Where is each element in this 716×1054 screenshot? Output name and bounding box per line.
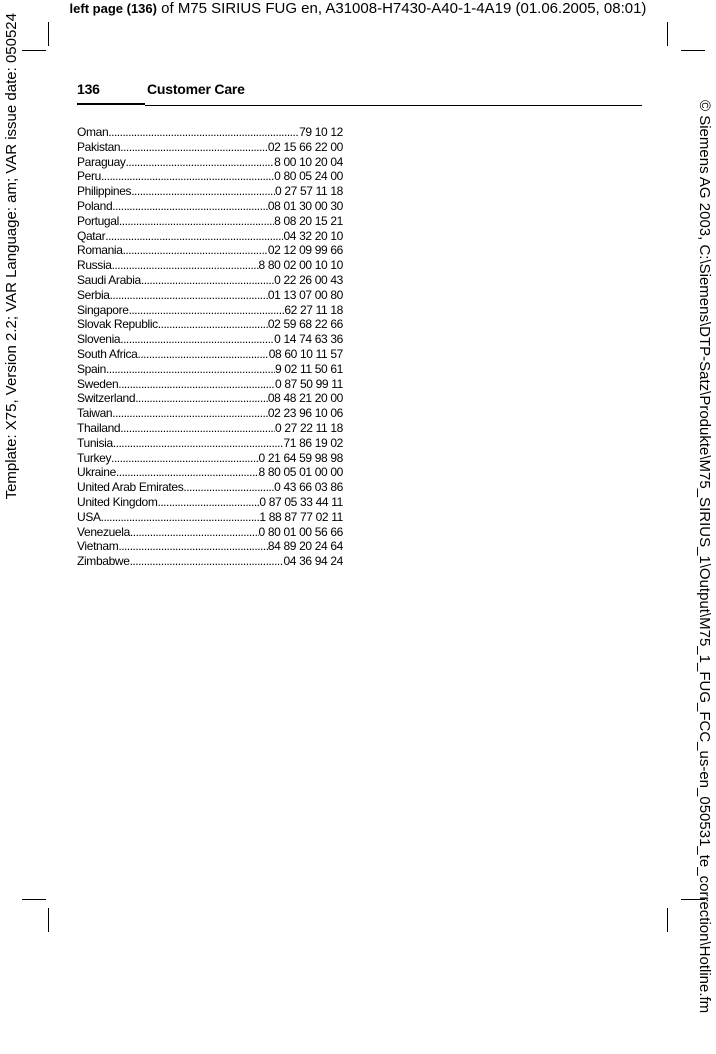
hotline-number: 62 27 11 18 xyxy=(284,302,343,317)
template-info-vertical xyxy=(2,13,22,967)
hotline-number: 04 32 20 10 xyxy=(283,228,343,243)
country-name: Sweden xyxy=(77,376,119,391)
template-info-text: Template: X75, Version 2.2; VAR Language: am; VAR issue date: 050524 xyxy=(3,13,20,500)
hotline-row xyxy=(77,125,343,140)
hotline-row xyxy=(77,480,343,495)
country-name: Zimbabwe xyxy=(77,554,130,569)
crop-mark xyxy=(22,899,46,900)
country-name: United Kingdom xyxy=(77,494,158,509)
crop-mark xyxy=(667,22,668,46)
hotline-row xyxy=(77,229,343,244)
hotline-number: 0 87 05 33 44 11 xyxy=(259,494,343,509)
country-name: Singapore xyxy=(77,302,129,317)
dot-leader xyxy=(112,406,268,421)
dot-leader xyxy=(110,288,268,303)
hotline-row xyxy=(77,362,343,377)
crop-mark xyxy=(22,50,46,51)
dot-leader xyxy=(120,332,274,347)
hotline-number: 0 21 64 59 98 98 xyxy=(258,450,343,465)
dot-leader xyxy=(123,243,268,258)
country-name: Russia xyxy=(77,258,112,273)
hotline-number: 1 88 87 77 02 11 xyxy=(259,509,343,524)
hotline-number: 0 27 22 11 18 xyxy=(275,420,343,435)
dot-leader xyxy=(130,554,284,569)
hotline-row xyxy=(77,155,343,170)
hotline-number: 0 27 57 11 18 xyxy=(275,184,343,199)
dot-leader xyxy=(118,377,275,392)
crop-mark xyxy=(48,22,49,46)
country-name: Slovenia xyxy=(77,332,121,347)
crop-mark xyxy=(681,50,705,51)
dot-leader xyxy=(101,510,260,525)
hotline-row xyxy=(77,377,343,392)
hotline-row xyxy=(77,140,343,155)
dot-leader xyxy=(157,495,259,510)
hotline-number: 0 87 50 99 11 xyxy=(275,376,343,391)
crop-mark xyxy=(667,908,668,932)
country-name: Peru xyxy=(77,169,101,184)
hotline-number: 0 43 66 03 86 xyxy=(274,480,343,495)
country-name: Romania xyxy=(77,243,123,258)
hotline-number: 9 02 11 50 61 xyxy=(275,361,343,376)
page-number: 136 xyxy=(77,81,100,97)
hotline-row xyxy=(77,199,343,214)
country-name: Portugal xyxy=(77,213,119,228)
dot-leader xyxy=(130,525,259,540)
dot-leader xyxy=(183,480,274,495)
hotline-row xyxy=(77,332,343,347)
country-name: Ukraine xyxy=(77,465,116,480)
country-name: Philippines xyxy=(77,184,132,199)
dot-leader xyxy=(135,391,268,406)
hotline-number: 84 89 20 24 64 xyxy=(267,539,343,554)
hotline-number: 71 86 19 02 xyxy=(283,435,343,450)
dot-leader xyxy=(116,465,259,480)
country-name: Thailand xyxy=(77,420,121,435)
hotline-number: 08 48 21 20 00 xyxy=(267,391,343,406)
hotline-list xyxy=(77,125,343,569)
hotline-row xyxy=(77,525,343,540)
dot-leader xyxy=(101,169,274,184)
dot-leader xyxy=(129,303,285,318)
dot-leader xyxy=(112,199,268,214)
hotline-number: 02 12 09 99 66 xyxy=(267,243,343,258)
hotline-row xyxy=(77,391,343,406)
dot-leader xyxy=(126,155,275,170)
dot-leader xyxy=(120,140,268,155)
hotline-number: 0 80 05 24 00 xyxy=(274,169,343,184)
hotline-row xyxy=(77,347,343,362)
country-name: Saudi Arabia xyxy=(77,272,141,287)
hotline-number: 79 10 12 xyxy=(299,125,343,139)
hotline-row xyxy=(77,421,343,436)
hotline-number: 02 23 96 10 06 xyxy=(267,406,343,421)
print-header xyxy=(0,0,716,18)
hotline-row xyxy=(77,303,343,318)
hotline-number: 0 22 26 00 43 xyxy=(274,272,343,287)
country-name: Pakistan xyxy=(77,139,121,154)
hotline-number: 02 59 68 22 66 xyxy=(267,317,343,332)
copyright-path-text: © Siemens AG 2003, C:\Siemens\DTP-Satz\Produkte\M75_SIRIUS_1\Output\M75_1_FUG_FCC_us-en_050531_te_correction\Hotline.fm xyxy=(696,100,713,1014)
hotline-number: 08 01 30 00 30 xyxy=(267,198,343,213)
hotline-row xyxy=(77,288,343,303)
hotline-row xyxy=(77,273,343,288)
country-name: Tunisia xyxy=(77,435,113,450)
copyright-path-vertical xyxy=(694,100,714,1054)
hotline-number: 02 15 66 22 00 xyxy=(267,139,343,154)
hotline-row xyxy=(77,169,343,184)
dot-leader xyxy=(119,214,274,229)
hotline-row xyxy=(77,184,343,199)
hotline-row xyxy=(77,258,343,273)
page-title: Customer Care xyxy=(147,81,245,97)
dot-leader xyxy=(111,451,258,466)
dot-leader xyxy=(106,362,275,377)
country-name: Qatar xyxy=(77,228,106,243)
dot-leader xyxy=(141,273,274,288)
dot-leader xyxy=(105,229,283,244)
hotline-row xyxy=(77,214,343,229)
hotline-row xyxy=(77,554,343,569)
dot-leader xyxy=(118,539,267,554)
dot-leader xyxy=(138,347,269,362)
country-name: Vietnam xyxy=(77,539,119,554)
hotline-row xyxy=(77,510,343,525)
country-name: Turkey xyxy=(77,450,112,465)
hotline-number: 04 36 94 24 xyxy=(283,554,343,569)
country-name: Taiwan xyxy=(77,406,113,421)
hotline-row xyxy=(77,451,343,466)
hotline-row xyxy=(77,317,343,332)
print-header-info: of M75 SIRIUS FUG en, A31008-H7430-A40-1-4A19 (01.06.2005, 08:01) xyxy=(156,0,647,17)
country-name: Poland xyxy=(77,198,113,213)
country-name: Spain xyxy=(77,361,106,376)
hotline-number: 8 08 20 15 21 xyxy=(274,213,343,228)
header-rule-thick xyxy=(77,103,145,105)
hotline-row xyxy=(77,406,343,421)
hotline-row xyxy=(77,495,343,510)
country-name: Paraguay xyxy=(77,154,126,169)
header-rule xyxy=(145,105,642,106)
dot-leader xyxy=(112,258,259,273)
hotline-row xyxy=(77,436,343,451)
hotline-number: 8 80 05 01 00 00 xyxy=(258,465,343,480)
hotline-row xyxy=(77,243,343,258)
print-header-page: left page (136) xyxy=(69,1,157,16)
hotline-number: 0 80 01 00 56 66 xyxy=(258,524,343,539)
country-name: Oman xyxy=(77,125,109,139)
hotline-number: 8 00 10 20 04 xyxy=(274,154,343,169)
dot-leader xyxy=(113,436,284,451)
hotline-row xyxy=(77,539,343,554)
dot-leader xyxy=(158,317,268,332)
country-name: Serbia xyxy=(77,287,110,302)
country-name: South Africa xyxy=(77,346,138,361)
hotline-number: 08 60 10 11 57 xyxy=(268,346,343,361)
country-name: Slovak Republic xyxy=(77,317,158,332)
hotline-number: 8 80 02 00 10 10 xyxy=(258,258,343,273)
country-name: USA xyxy=(77,509,101,524)
crop-mark xyxy=(48,908,49,932)
dot-leader xyxy=(131,184,275,199)
dot-leader xyxy=(108,125,299,140)
country-name: Switzerland xyxy=(77,391,136,406)
country-name: United Arab Emirates xyxy=(77,480,184,495)
hotline-number: 0 14 74 63 36 xyxy=(274,332,343,347)
dot-leader xyxy=(120,421,275,436)
hotline-row xyxy=(77,465,343,480)
hotline-number: 01 13 07 00 80 xyxy=(267,287,343,302)
country-name: Venezuela xyxy=(77,524,130,539)
